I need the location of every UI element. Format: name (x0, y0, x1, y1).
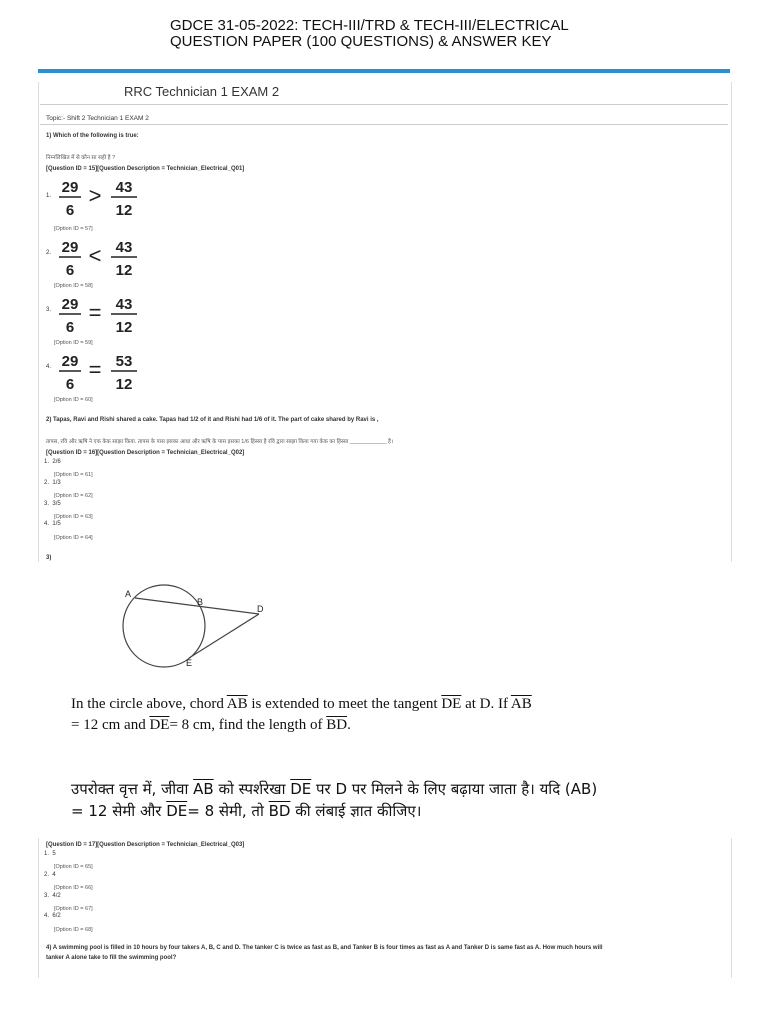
option-row: 1. 2/6 (44, 459, 61, 465)
denominator: 6 (65, 376, 75, 393)
question-text: 2) Tapas, Ravi and Rishi shared a cake. Tapas had 1/2 of it and Rishi had 1/6 of it. The part of cake shared by Ravi is , (46, 417, 379, 423)
denominator: 12 (115, 319, 133, 336)
option-number: 3. (46, 307, 52, 313)
fraction-option-4 (58, 350, 146, 394)
option-number: 1. (46, 193, 52, 199)
tangent-line (189, 614, 259, 658)
numerator: 29 (61, 296, 79, 313)
numerator: 29 (61, 179, 79, 196)
option-id: [Option ID = 58] (54, 283, 93, 289)
question-id: [Question ID = 16][Question Description = Technician_Electrical_Q02] (46, 450, 245, 456)
option-id: [Option ID = 59] (54, 340, 93, 346)
question-text: tanker A alone take to fill the swimming pool? (46, 955, 177, 961)
denominator: 12 (115, 202, 133, 219)
denominator: 12 (115, 376, 133, 393)
title-line-1: GDCE 31-05-2022: TECH-III/TRD & TECH-III/ELECTRICAL (170, 17, 569, 34)
option-row: 3. 3/5 (44, 501, 61, 507)
question-id: [Question ID = 15][Question Description = Technician_Electrical_Q01] (46, 166, 245, 172)
option-id: [Option ID = 68] (54, 927, 93, 933)
point-label: B (197, 597, 204, 607)
option-id: [Option ID = 62] (54, 493, 93, 499)
denominator: 6 (65, 319, 75, 336)
option-id: [Option ID = 60] (54, 397, 93, 403)
divider (40, 124, 728, 125)
question-statement-english: In the circle above, chord $\overline{AB}$ is extended to meet the tangent $\overline{DE}$ at D. If $\overline{AB}$ (71, 696, 532, 712)
fraction-option-2 (58, 236, 146, 280)
option-number: 2. (46, 250, 52, 256)
point-label: A (125, 589, 132, 599)
denominator: 6 (65, 202, 75, 219)
document-title (170, 18, 730, 50)
option-id: [Option ID = 57] (54, 226, 93, 232)
question-number: 3) (46, 555, 52, 561)
option-row: 1. 5 (44, 851, 56, 857)
fraction-option-1 (58, 176, 146, 220)
fraction-option-3 (58, 293, 146, 337)
option-number: 4. (46, 364, 52, 370)
question-text: 1) Which of the following is true: (46, 133, 139, 139)
circle-tangent-diagram (110, 580, 280, 670)
comparison-operator: < (88, 243, 102, 268)
numerator: 53 (115, 353, 133, 370)
question-text-hindi: तापस, रवि और ऋषि ने एक केक साझा किया. तापस के पास इसका आधा और ऋषि के पास इसका 1/6 हिस्सा है रवि द्वारा साझा किया गया केक का हिस्सा ____________ है। (46, 439, 394, 445)
header-accent-bar (38, 69, 730, 73)
option-id: [Option ID = 67] (54, 906, 93, 912)
question-statement-english: = 12 cm and $\overline{DE}= 8$ cm, find the length of $\overline{BD}$. (71, 717, 351, 733)
option-row: 2. 4 (44, 872, 56, 878)
denominator: 12 (115, 262, 133, 279)
point-label: E (186, 658, 193, 668)
numerator: 43 (115, 179, 133, 196)
point-label: D (257, 604, 264, 614)
question-text: 4) A swimming pool is filled in 10 hours by four takers A, B, C and D. The tanker C is twice as fast as B, and Tanker B is four times as fast as A and Tanker D is same fast as A. How much hours will (46, 945, 603, 951)
option-row: 2. 1/3 (44, 480, 61, 486)
option-id: [Option ID = 64] (54, 535, 93, 541)
option-id: [Option ID = 65] (54, 864, 93, 870)
question-id: [Question ID = 17][Question Description = Technician_Electrical_Q03] (46, 842, 245, 848)
option-row: 3. 4/2 (44, 893, 61, 899)
numerator: 43 (115, 239, 133, 256)
numerator: 43 (115, 296, 133, 313)
option-row: 4. 1/5 (44, 521, 61, 527)
circle (123, 585, 205, 667)
comparison-operator: > (88, 183, 102, 208)
option-row: 4. 6/2 (44, 913, 61, 919)
question-statement-hindi: उपरोक्त वृत्त में, जीवा $\overline{AB}$ को स्पर्शरेखा $\overline{DE}$ पर D पर मिलने के लिए बढ़ाया जाता है। यदि (AB) (71, 780, 598, 798)
question-statement-hindi: = 12 सेमी और $\overline{DE}= 8$ सेमी, तो $\overline{BD}$ की लंबाई ज्ञात कीजिए। (71, 802, 422, 820)
option-id: [Option ID = 66] (54, 885, 93, 891)
option-id: [Option ID = 63] (54, 514, 93, 520)
question-text-hindi: निम्नलिखित में से कौन सा सही है ? (46, 155, 116, 161)
exam-title: RRC Technician 1 EXAM 2 (124, 84, 280, 99)
topic-label: Topic:- Shift 2 Technician 1 EXAM 2 (46, 115, 149, 122)
numerator: 29 (61, 353, 79, 370)
title-line-2: QUESTION PAPER (100 QUESTIONS) & ANSWER KEY (170, 33, 552, 50)
option-id: [Option ID = 61] (54, 472, 93, 478)
denominator: 6 (65, 262, 75, 279)
divider (40, 104, 728, 105)
comparison-operator: = (88, 300, 102, 325)
comparison-operator: = (88, 357, 102, 382)
numerator: 29 (61, 239, 79, 256)
